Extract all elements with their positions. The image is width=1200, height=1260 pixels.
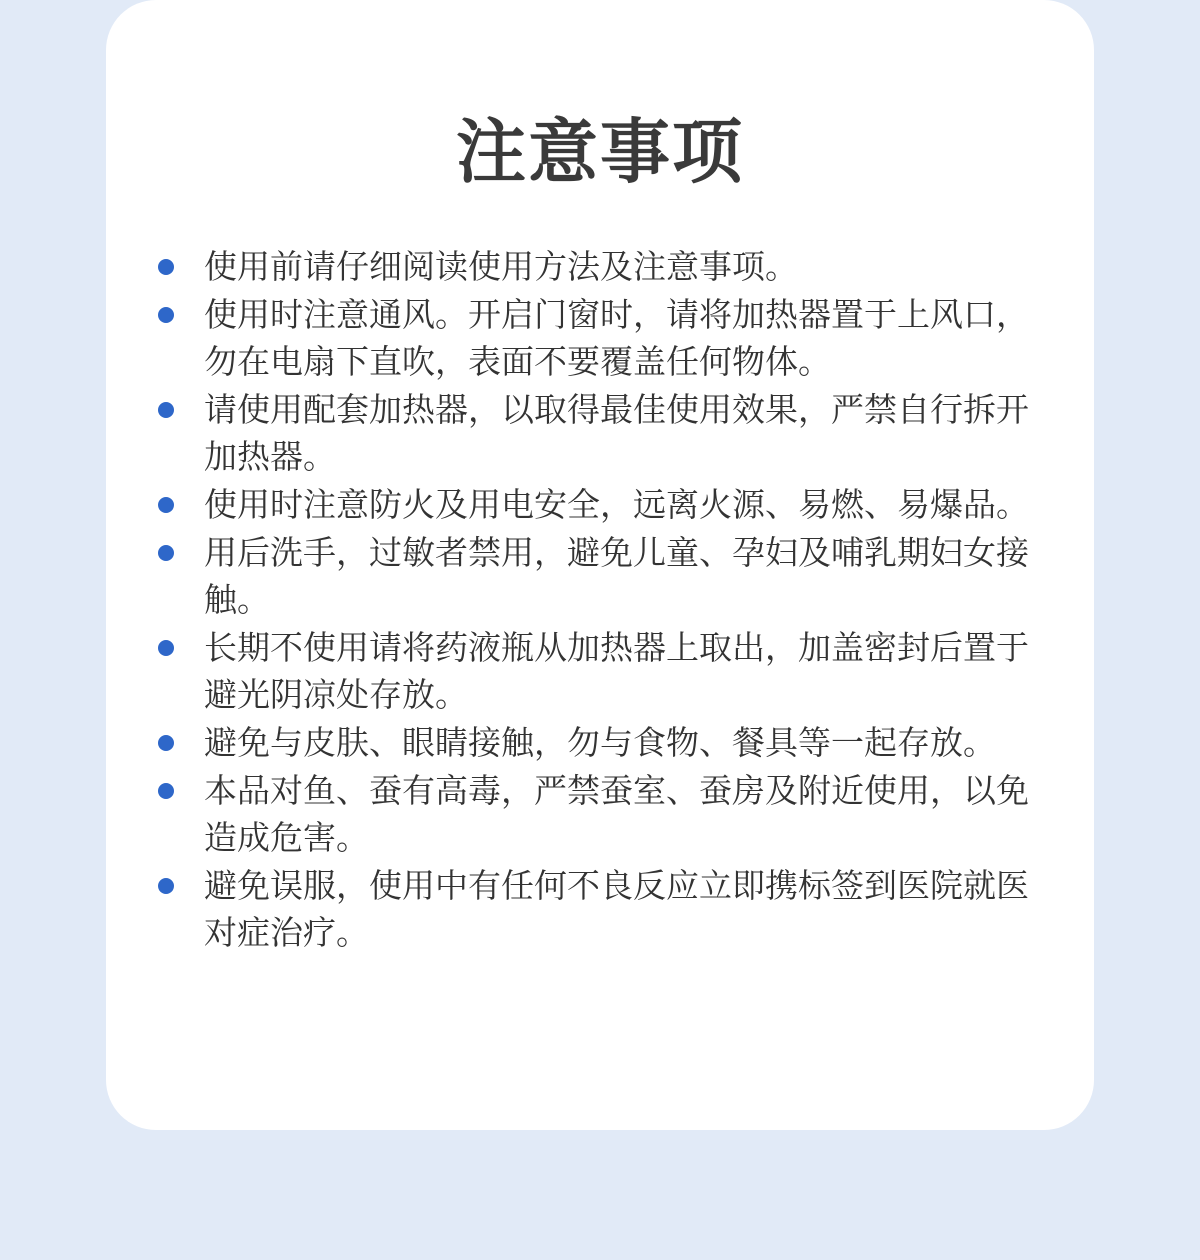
bullet-icon: [158, 259, 174, 275]
bullet-icon: [158, 497, 174, 513]
list-item-text: 避免误服，使用中有任何不良反应立即携标签到医院就医对症治疗。: [204, 866, 1029, 952]
list-item: [158, 767, 1048, 861]
list-item: [158, 624, 1048, 718]
bullet-icon: [158, 402, 174, 418]
list-item-text: 使用时注意通风。开启门窗时，请将加热器置于上风口，勿在电扇下直吹，表面不要覆盖任何物体。: [204, 295, 1029, 381]
bullet-icon: [158, 640, 174, 656]
list-item-text: 使用时注意防火及用电安全，远离火源、易燃、易爆品。: [204, 485, 1029, 524]
list-item-text: 避免与皮肤、眼睛接触，勿与食物、餐具等一起存放。: [204, 723, 996, 762]
list-item-text: 使用前请仔细阅读使用方法及注意事项。: [204, 247, 798, 286]
bullet-icon: [158, 307, 174, 323]
notice-list: [158, 243, 1048, 957]
list-item: [158, 291, 1048, 385]
list-item: [158, 386, 1048, 480]
notice-card: [106, 0, 1094, 1130]
list-item-text: 本品对鱼、蚕有高毒，严禁蚕室、蚕房及附近使用，以免造成危害。: [204, 771, 1029, 857]
list-item: [158, 481, 1048, 528]
list-item: [158, 862, 1048, 956]
bullet-icon: [158, 545, 174, 561]
list-item-text: 用后洗手，过敏者禁用，避免儿童、孕妇及哺乳期妇女接触。: [204, 533, 1029, 619]
list-item: [158, 243, 1048, 290]
list-item-text: 请使用配套加热器，以取得最佳使用效果，严禁自行拆开加热器。: [204, 390, 1029, 476]
list-item-text: 长期不使用请将药液瓶从加热器上取出，加盖密封后置于避光阴凉处存放。: [204, 628, 1029, 714]
page-title: 注意事项: [456, 111, 744, 193]
bullet-icon: [158, 783, 174, 799]
bullet-icon: [158, 735, 174, 751]
list-item: [158, 719, 1048, 766]
list-item: [158, 529, 1048, 623]
bullet-icon: [158, 878, 174, 894]
